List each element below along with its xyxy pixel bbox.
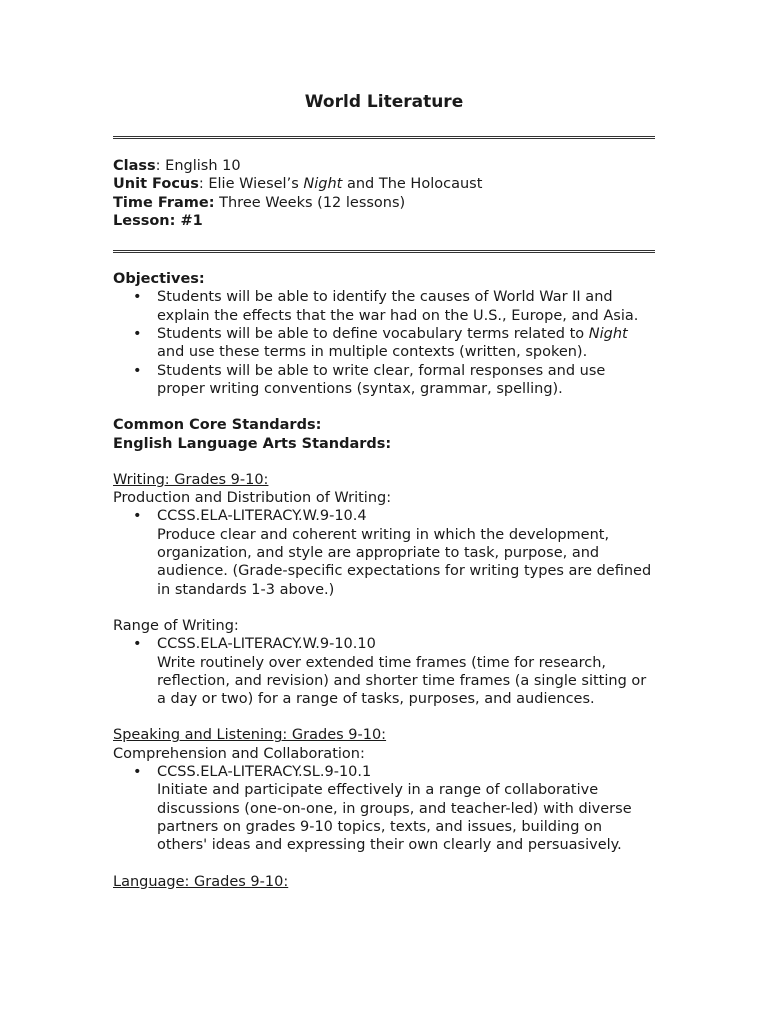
bullet-icon: • bbox=[133, 636, 142, 653]
horizontal-rule bbox=[113, 136, 655, 139]
standard-text: Write routinely over extended time frames (time for research, reflection, and revision) and shorter time frames (a single sitting or a day or two) for a range of tasks, purposes, and audiences. bbox=[157, 654, 647, 708]
unit-focus-label: Unit Focus bbox=[113, 176, 199, 193]
bullet-icon: • bbox=[133, 362, 142, 379]
time-frame-label: Time Frame: bbox=[113, 194, 215, 211]
range-standards-list bbox=[113, 635, 655, 708]
objective-text: Students will be able to write clear, formal responses and use proper writing conventions (syntax, grammar, spelling). bbox=[157, 362, 606, 397]
list-item bbox=[113, 507, 655, 598]
unit-focus-post: and The Holocaust bbox=[342, 176, 483, 193]
list-item bbox=[113, 362, 655, 399]
list-item bbox=[113, 288, 655, 325]
list-item bbox=[113, 763, 655, 854]
document-page bbox=[113, 90, 655, 891]
standard-text: Initiate and participate effectively in a range of collaborative discussions (one-on-one, in groups, and teacher-led) with diverse partners on grades 9-10 topics, texts, and issues, building on others' ideas and expressing their own clearly and persuasively. bbox=[157, 782, 632, 854]
objectives-heading: Objectives: bbox=[113, 271, 205, 288]
objective-text: Students will be able to identify the causes of World War II and explain the effects that the war had on the U.S., Europe, and Asia. bbox=[157, 289, 639, 324]
objective-text: Students will be able to define vocabulary terms related to bbox=[157, 326, 589, 343]
common-core-heading: Common Core Standards: bbox=[113, 417, 322, 434]
class-value: : English 10 bbox=[155, 158, 241, 174]
unit-focus-book: Night bbox=[303, 176, 343, 193]
horizontal-rule bbox=[113, 250, 655, 253]
objective-book: Night bbox=[588, 326, 628, 343]
objectives-list bbox=[113, 288, 655, 398]
time-frame-line bbox=[113, 194, 655, 212]
standard-text: Produce clear and coherent writing in which the development, organization, and style are appropriate to task, purpose, and audience. (Grade-specific expectations for writing types are defined in standards 1-3 above.) bbox=[157, 526, 652, 598]
standard-code: CCSS.ELA-LITERACY.W.9-10.4 bbox=[157, 508, 367, 525]
lesson-line: Lesson: #1 bbox=[113, 212, 203, 229]
lesson-meta bbox=[113, 157, 655, 230]
time-frame-value: Three Weeks (12 lessons) bbox=[214, 194, 406, 211]
class-label: Class bbox=[113, 158, 156, 174]
bullet-icon: • bbox=[133, 289, 142, 306]
bullet-icon: • bbox=[133, 764, 142, 781]
objective-text-post: and use these terms in multiple contexts (written, spoken). bbox=[157, 344, 588, 361]
speaking-standards-list bbox=[113, 763, 655, 854]
speaking-section-heading: Speaking and Listening: Grades 9-10: bbox=[113, 727, 387, 744]
document-title: World Literature bbox=[304, 92, 464, 112]
language-section-heading: Language: Grades 9-10: bbox=[113, 873, 289, 890]
range-subheading: Range of Writing: bbox=[113, 617, 239, 634]
comprehension-subheading: Comprehension and Collaboration: bbox=[113, 745, 365, 762]
unit-focus-line bbox=[113, 175, 655, 193]
list-item bbox=[113, 325, 655, 362]
writing-section-heading: Writing: Grades 9-10: bbox=[113, 471, 269, 488]
writing-standards-list bbox=[113, 507, 655, 598]
standard-code: CCSS.ELA-LITERACY.SL.9-10.1 bbox=[157, 764, 372, 781]
standard-code: CCSS.ELA-LITERACY.W.9-10.10 bbox=[157, 636, 376, 653]
production-subheading: Production and Distribution of Writing: bbox=[113, 490, 392, 507]
unit-focus-pre: : Elie Wiesel’s bbox=[198, 176, 304, 193]
ela-standards-heading: English Language Arts Standards: bbox=[113, 435, 392, 452]
list-item bbox=[113, 635, 655, 708]
class-line bbox=[113, 157, 655, 175]
bullet-icon: • bbox=[133, 508, 142, 525]
bullet-icon: • bbox=[133, 326, 142, 343]
